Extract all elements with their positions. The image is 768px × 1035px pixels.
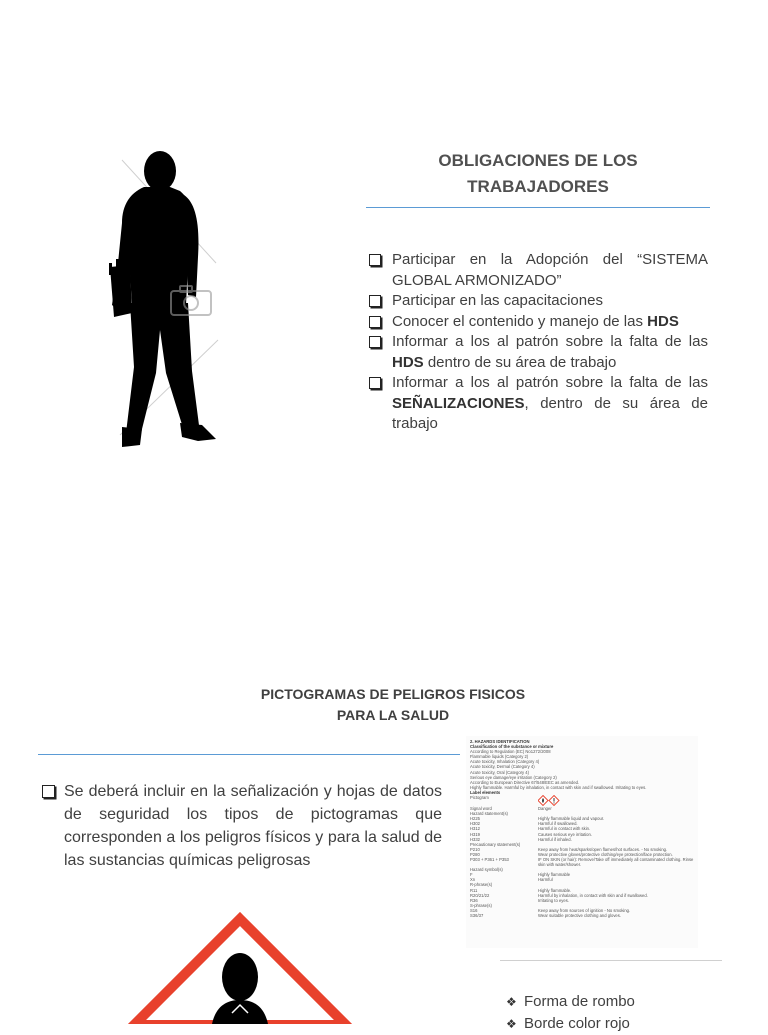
sds-line: Acute toxicity, Oral (Category 4) [470,769,530,775]
list-item [368,312,708,333]
list-item-bold: SEÑALIZACIONES [392,394,525,412]
sds-row-value: Harmful if inhaled. [538,836,572,842]
sds-row-value: Harmful by inhalation, in contact with skin and if swallowed. [538,892,648,898]
sds-line: According to European Directive 67/548/EEC as amended. [470,779,580,785]
list-item [506,1013,635,1035]
sds-line: Serious eye damage/eye irritation (Category 2) [470,774,557,780]
sds-line: Flammable liquids (Category 2) [470,754,529,760]
sds-row-key: Signal word [470,806,492,812]
slide2-title-line1: PICTOGRAMAS DE PELIGROS FISICOS [260,686,526,702]
sds-row-key: P210 [470,846,480,852]
sds-row-value: Wear suitable protective clothing and gloves. [538,913,622,918]
sds-row-key: H332 [470,836,481,842]
sds-row-value: Causes serious eye irritation. [538,831,592,837]
checkbox-icon [369,254,381,266]
sds-line: Acute toxicity, Dermal (Category 4) [470,764,535,770]
sds-row-key: F [470,872,473,878]
sds-row-value: Harmful if swallowed. [538,821,578,827]
slide2-title-line2: PARA LA SALUD [336,707,450,723]
sds-line: Acute toxicity, Inhalation (Category 4) [470,759,540,765]
sds-line: Highly flammable. Harmful by inhalation, in contact with skin and if swallowed. Irritating to eyes. [470,784,647,790]
sds-row-value: Wear protective gloves/protective clothing/eye protection/face protection. [538,851,673,857]
list-item-text: Participar en las capacitaciones [392,292,603,309]
list-item [506,991,635,1013]
ghs-pictogram-icons [538,795,560,806]
obligations-list [368,250,708,435]
list-item [368,332,708,373]
sds-rows [470,806,694,918]
list-item [368,291,708,312]
sds-row-key: R-phrase(s) [470,882,493,888]
sds-row-key: S16 [470,907,478,913]
ghs-health-hazard-pictogram [120,905,360,1024]
sds-row-value: Highly flammable [538,872,571,878]
sds-classification: Classification of the substance or mixture [470,744,554,750]
sds-row-value: Danger [538,806,552,812]
divider [500,960,722,961]
checkbox-icon [369,316,381,328]
sds-row-key: Precautionary statement(s) [470,841,521,847]
sds-row-key: S-phrase(s) [470,902,492,908]
title-divider [366,207,710,208]
list-item-text: , dentro de su área de trabajo [392,394,708,432]
checkbox-icon [42,785,55,798]
sds-row-value: Harmful in contact with skin. [538,826,591,832]
feature-text: Forma de rombo [524,993,635,1010]
slide2-title [240,684,546,726]
sds-row-key: Xn [470,877,476,883]
pictogram-paragraph [42,780,442,872]
sds-row-key: R11 [470,887,478,893]
list-item-text: Informar a los al patrón sobre la falta de las [392,333,708,350]
diamond-bullet-icon: ❖ [506,1017,517,1031]
checkbox-icon [369,295,381,307]
sds-row-key: Hazard statement(s) [470,811,508,817]
worker-silhouette-image [100,145,230,450]
sds-label-elements: Label elements [470,789,501,795]
sds-row-key: P280 [470,851,480,857]
sds-line: According to Regulation (EC) No1272/2008 [470,749,551,755]
sds-row-key: R36 [470,897,478,903]
title-divider [38,754,460,755]
list-item-text: dentro de su área de trabajo [423,353,617,371]
sds-row-value: Highly flammable. [538,887,572,893]
sds-row-key: S36/37 [470,913,484,918]
sds-pictogram-label: Pictogram [470,795,489,801]
checkbox-icon [369,336,381,348]
slide1-title [380,148,696,200]
sds-section: 2. HAZARDS IDENTIFICATION [470,739,530,744]
sds-row-value: Keep away from sources of ignition - No smoking. [538,907,631,913]
pictogram-features-list [506,991,635,1035]
feature-text: Borde color rojo [524,1015,630,1032]
sds-document-image [466,736,698,948]
checkbox-icon [369,377,381,389]
list-item-bold: HDS [392,353,424,371]
list-item [368,373,708,435]
slide1-title-line1: OBLIGACIONES DE LOS [438,151,638,170]
sds-row-key: H319 [470,831,481,837]
slide1-title-line2: TRABAJADORES [467,177,609,196]
sds-row-key: Hazard symbol(s) [470,867,503,873]
sds-row-key: H302 [470,821,481,827]
sds-row-value: IF ON SKIN (or hair): Remove/Take off immediately all contaminated clothing. Rinse skin with water/shower. [538,856,694,868]
list-item-text: Participar en la Adopción del “SISTEMA GLOBAL ARMONIZADO” [392,251,708,289]
sds-row-key: P303 + P361 + P353 [470,856,509,862]
sds-row-value: Irritating to eyes. [538,897,569,903]
list-item-bold: HDS [647,312,679,330]
paragraph-text: Se deberá incluir en la señalización y hojas de datos de seguridad los tipos de pictogramas que corresponden a los peligros físicos y para la salud de las sustancias químicas peligrosas [64,783,442,869]
sds-row-key: R20/21/22 [470,892,490,898]
sds-row [470,913,694,918]
sds-row-key: H312 [470,826,481,832]
sds-row-key: H225 [470,816,481,822]
list-item-text: Informar a los al patrón sobre la falta de las [392,374,708,391]
sds-row-value: Harmful [538,877,553,883]
list-item [368,250,708,291]
sds-pictogram-row [470,795,694,806]
diamond-bullet-icon: ❖ [506,995,517,1009]
sds-row-value: Highly flammable liquid and vapour. [538,816,605,822]
list-item-text: Conocer el contenido y manejo de las [392,312,648,330]
sds-row-value: Keep away from heat/sparks/open flames/hot surfaces. - No smoking. [538,846,668,852]
sds-row [470,857,694,867]
